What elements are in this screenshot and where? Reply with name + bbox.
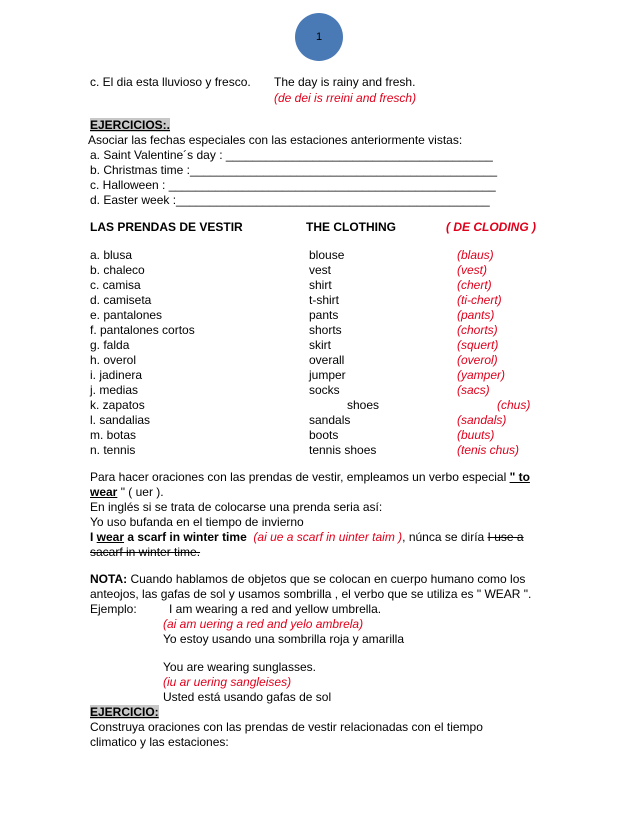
nota-example-pronunciation: (iu ar uering sangleises) <box>163 675 292 689</box>
clothing-spanish: g. falda <box>90 338 130 352</box>
nota-example-english: You are wearing sunglasses. <box>163 660 316 674</box>
clothing-english: shoes <box>347 398 380 412</box>
nota-line: anteojos, las gafas de sol y usamos sombrilla , el verbo que se utiliza es " WEAR ". <box>90 587 532 601</box>
clothing-spanish: a. blusa <box>90 248 133 262</box>
para-line: Para hacer oraciones con las prendas de vestir, empleamos un verbo especial " to <box>90 470 530 484</box>
exercise-1-item: a. Saint Valentine´s day : ________________________________________ <box>90 148 493 162</box>
clothing-pronunciation: (pants) <box>457 308 495 322</box>
clothing-header-english: THE CLOTHING <box>306 220 396 234</box>
clothing-spanish: f. pantalones cortos <box>90 323 195 337</box>
exercise-2-title: EJERCICIO: <box>90 705 159 719</box>
nota-example-spanish: Yo estoy usando una sombrilla roja y amarilla <box>163 632 405 646</box>
exercise-2-line: climatico y las estaciones: <box>90 735 229 749</box>
clothing-pronunciation: (vest) <box>457 263 487 277</box>
clothing-spanish: l. sandalias <box>90 413 151 427</box>
clothing-header-pronunciation: ( DE CLODING ) <box>446 220 536 234</box>
exercise-1-item: c. Halloween : _________________________________________________ <box>90 178 496 192</box>
para-line: I wear a scarf in winter time (ai ue a scarf in uinter taim ), núnca se diría I use a <box>90 530 524 544</box>
clothing-english: tennis shoes <box>309 443 377 457</box>
clothing-english: vest <box>309 263 332 277</box>
clothing-spanish: m. botas <box>90 428 137 442</box>
exercise-1-item: b. Christmas time :______________________________________________ <box>90 163 498 177</box>
clothing-english: shorts <box>309 323 342 337</box>
clothing-spanish: i. jadinera <box>90 368 143 382</box>
clothing-pronunciation: (chert) <box>457 278 492 292</box>
nota-line: NOTA: Cuando hablamos de objetos que se colocan en cuerpo humano como los <box>90 572 526 586</box>
para-line: Yo uso bufanda en el tiempo de invierno <box>90 515 304 529</box>
clothing-spanish: e. pantalones <box>90 308 163 322</box>
clothing-english: blouse <box>309 248 345 262</box>
clothing-pronunciation: (blaus) <box>457 248 494 262</box>
clothing-spanish: d. camiseta <box>90 293 152 307</box>
exercise-1-title: EJERCICIOS:. <box>90 118 171 132</box>
clothing-pronunciation: (chorts) <box>457 323 498 337</box>
clothing-spanish: k. zapatos <box>90 398 145 412</box>
clothing-english: pants <box>309 308 339 322</box>
exercise-1-instruction: Asociar las fechas especiales con las estaciones anteriormente vistas: <box>88 133 463 147</box>
clothing-english: shirt <box>309 278 332 292</box>
nota-example-spanish: Usted está usando gafas de sol <box>163 690 332 704</box>
intro-english: The day is rainy and fresh. <box>274 75 416 89</box>
clothing-english: skirt <box>309 338 331 352</box>
exercise-2-line: Construya oraciones con las prendas de vestir relacionadas con el tiempo <box>90 720 483 734</box>
clothing-spanish: n. tennis <box>90 443 136 457</box>
clothing-english: boots <box>309 428 339 442</box>
clothing-pronunciation: (overol) <box>457 353 498 367</box>
clothing-pronunciation: (buuts) <box>457 428 495 442</box>
clothing-pronunciation: (sandals) <box>457 413 507 427</box>
clothing-spanish: h. overol <box>90 353 137 367</box>
clothing-spanish: j. medias <box>90 383 139 397</box>
clothing-pronunciation: (squert) <box>457 338 499 352</box>
para-line: sacarf in winter time. <box>90 545 201 559</box>
clothing-spanish: b. chaleco <box>90 263 145 277</box>
clothing-header-spanish: LAS PRENDAS DE VESTIR <box>90 220 243 234</box>
clothing-pronunciation: (tenis chus) <box>457 443 520 457</box>
clothing-english: t-shirt <box>309 293 339 307</box>
clothing-pronunciation: (chus) <box>497 398 531 412</box>
nota-example-english: I am wearing a red and yellow umbrella. <box>169 602 382 616</box>
nota-example-pronunciation: (ai am uering a red and yelo ambrela) <box>163 617 364 631</box>
clothing-spanish: c. camisa <box>90 278 141 292</box>
clothing-english: overall <box>309 353 345 367</box>
clothing-english: jumper <box>309 368 346 382</box>
clothing-pronunciation: (sacs) <box>457 383 490 397</box>
para-line: wear " ( uer ). <box>90 485 164 499</box>
exercise-1-item: d. Easter week :_______________________________________________ <box>90 193 490 207</box>
clothing-pronunciation: (ti-chert) <box>457 293 502 307</box>
nota-ejemplo-label: Ejemplo: <box>90 602 137 616</box>
para-line: En inglés si se trata de colocarse una prenda seria así: <box>90 500 383 514</box>
intro-spanish: c. El dia esta lluvioso y fresco. <box>90 75 251 89</box>
page-number-badge <box>295 13 343 61</box>
page-number: 1 <box>315 31 323 43</box>
intro-pronunciation: (de dei is rreini and fresch) <box>274 91 417 105</box>
clothing-pronunciation: (yamper) <box>457 368 506 382</box>
clothing-english: socks <box>309 383 340 397</box>
clothing-english: sandals <box>309 413 351 427</box>
